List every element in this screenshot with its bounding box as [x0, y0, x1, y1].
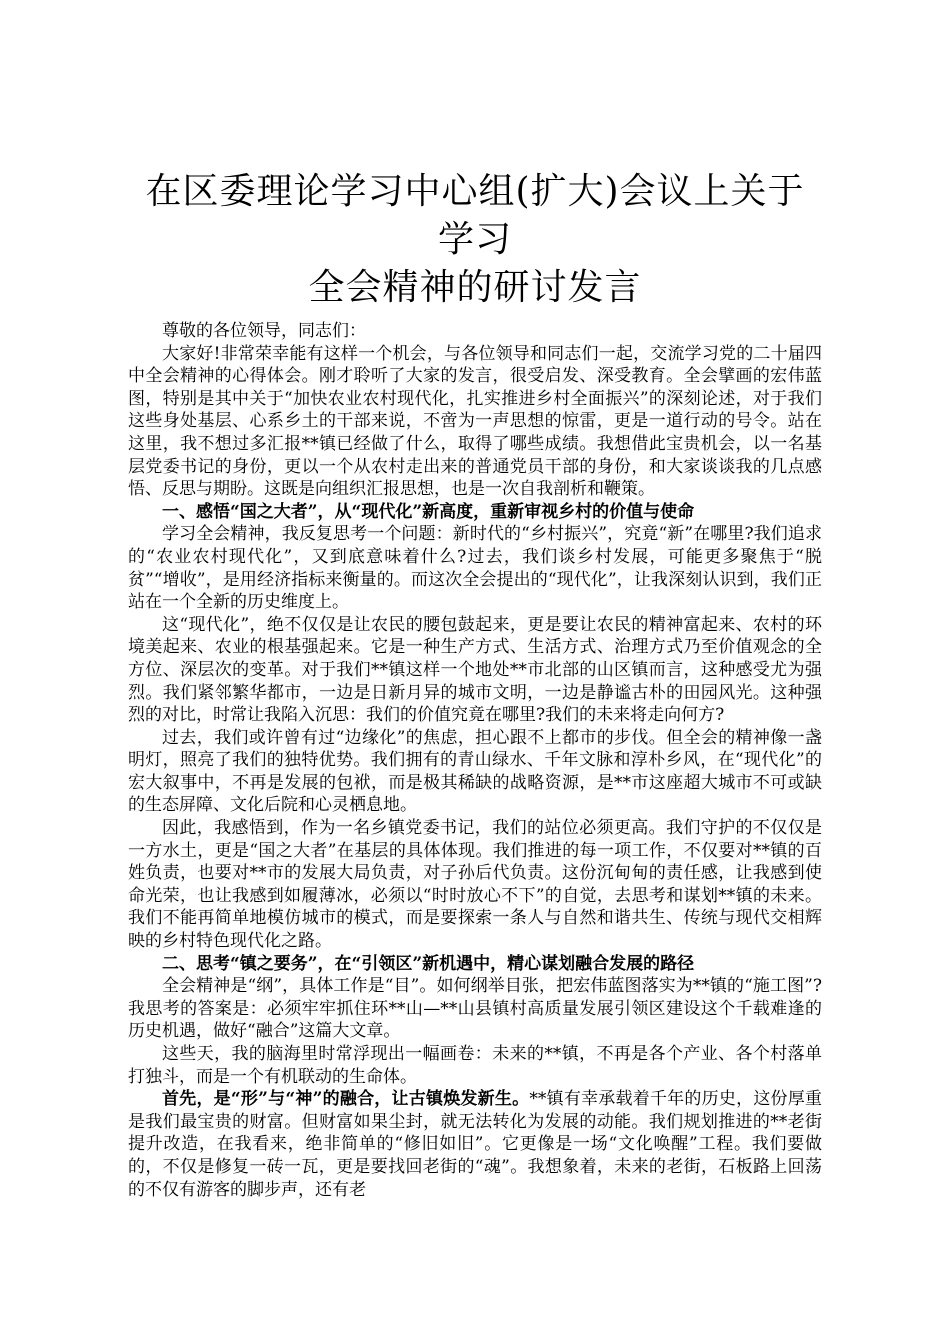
paragraph-8 — [128, 1088, 822, 1201]
paragraph-8-lead: 首先，是“形”与“神”的融合，让古镇焕发新生。 — [162, 1089, 530, 1110]
salutation: 尊敬的各位领导，同志们： — [162, 321, 366, 341]
title-line-1: 在区委理论学习中心组(扩大)会议上关于学习 — [145, 171, 805, 260]
section-heading-1: 一、感悟“国之大者”，从“现代化”新高度，重新审视乡村的价值与使命 — [162, 501, 695, 522]
paragraph-3: 这“现代化”，绝不仅仅是让农民的腰包鼓起来，更是要让农民的精神富起来、农村的环境美起来、农业的根基强起来。它是一种生产方式、生活方式、治理方式乃至价值观念的全方位、深层次的变革。对于我们**镇这样一个地处**市北部的山区镇而言，这种感受尤为强烈。我们紧邻繁华都市，一边是日新月异的城市文明，一边是静谧古朴的田园风光。这种强烈的对比，时常让我陷入沉思：我们的价值究竟在哪里?我们的未来将走向何方? — [128, 614, 822, 726]
paragraph-2: 学习全会精神，我反复思考一个问题：新时代的“乡村振兴”，究竟“新”在哪里?我们追求的“农业农村现代化”，又到底意味着什么?过去，我们谈乡村发展，可能更多聚焦于“脱贫”“增收”，是用经济指标来衡量的。而这次全会提出的“现代化”，让我深刻认识到，我们正站在一个全新的历史维度上。 — [128, 524, 822, 613]
paragraph-8-text: **镇有幸承载着千年的历史，这份厚重是我们最宝贵的财富。但财富如果尘封，就无法转化为发展的动能。我们规划推进的**老街提升改造，在我看来，绝非简单的“修旧如旧”。它更像是一场“文化唤醒”工程。我们要做的，不仅是修复一砖一瓦，更是要找回老街的“魂”。我想象着，未来的老街，石板路上回荡的不仅有游客的脚步声，还有老 — [128, 1089, 822, 1200]
paragraph-7: 这些天，我的脑海里时常浮现出一幅画卷：未来的**镇，不再是各个产业、各个村落单打独斗，而是一个有机联动的生命体。 — [128, 1044, 822, 1087]
document-body — [128, 168, 822, 1201]
title-line-2: 全会精神的研讨发言 — [308, 267, 642, 308]
paragraph-6: 全会精神是“纲”，具体工作是“目”。如何纲举目张，把宏伟蓝图落实为**镇的“施工图”?我思考的答案是：必须牢牢抓住环**山—**山县镇村高质量发展引领区建设这个千载难逢的历史机遇，做好“融合”这篇大文章。 — [128, 976, 822, 1042]
document-title — [128, 168, 822, 312]
paragraph-5: 因此，我感悟到，作为一名乡镇党委书记，我们的站位必须更高。我们守护的不仅仅是一方水土，更是“国之大者”在基层的具体体现。我们推进的每一项工作，不仅要对**镇的百姓负责，也要对**市的发展大局负责，对子孙后代负责。这份沉甸甸的责任感，让我感到使命光荣，也让我感到如履薄冰，必须以“时时放心不下”的自觉，去思考和谋划**镇的未来。我们不能再简单地模仿城市的模式，而是要探索一条人与自然和谐共生、传统与现代交相辉映的乡村特色现代化之路。 — [128, 818, 822, 952]
paragraph-intro: 大家好!非常荣幸能有这样一个机会，与各位领导和同志们一起，交流学习党的二十届四中全会精神的心得体会。刚才聆听了大家的发言，很受启发、深受教育。全会擘画的宏伟蓝图，特别是其中关于“加快农业农村现代化，扎实推进乡村全面振兴”的深刻论述，对于我们这些身处基层、心系乡土的干部来说，不啻为一声思想的惊雷，更是一道行动的号令。站在这里，我不想过多汇报**镇已经做了什么，取得了哪些成绩。我想借此宝贵机会，以一名基层党委书记的身份，更以一个从农村走出来的普通党员干部的身份，和大家谈谈我的几点感悟、反思与期盼。这既是向组织汇报思想，也是一次自我剖析和鞭策。 — [128, 343, 822, 500]
paragraph-4: 过去，我们或许曾有过“边缘化”的焦虑，担心跟不上都市的步伐。但全会的精神像一盏明灯，照亮了我们的独特优势。我们拥有的青山绿水、千年文脉和淳朴乡风，在“现代化”的宏大叙事中，不再是发展的包袱，而是极其稀缺的战略资源，是**市这座超大城市不可或缺的生态屏障、文化后院和心灵栖息地。 — [128, 727, 822, 816]
section-heading-2: 二、思考“镇之要务”，在“引领区”新机遇中，精心谋划融合发展的路径 — [162, 953, 695, 974]
